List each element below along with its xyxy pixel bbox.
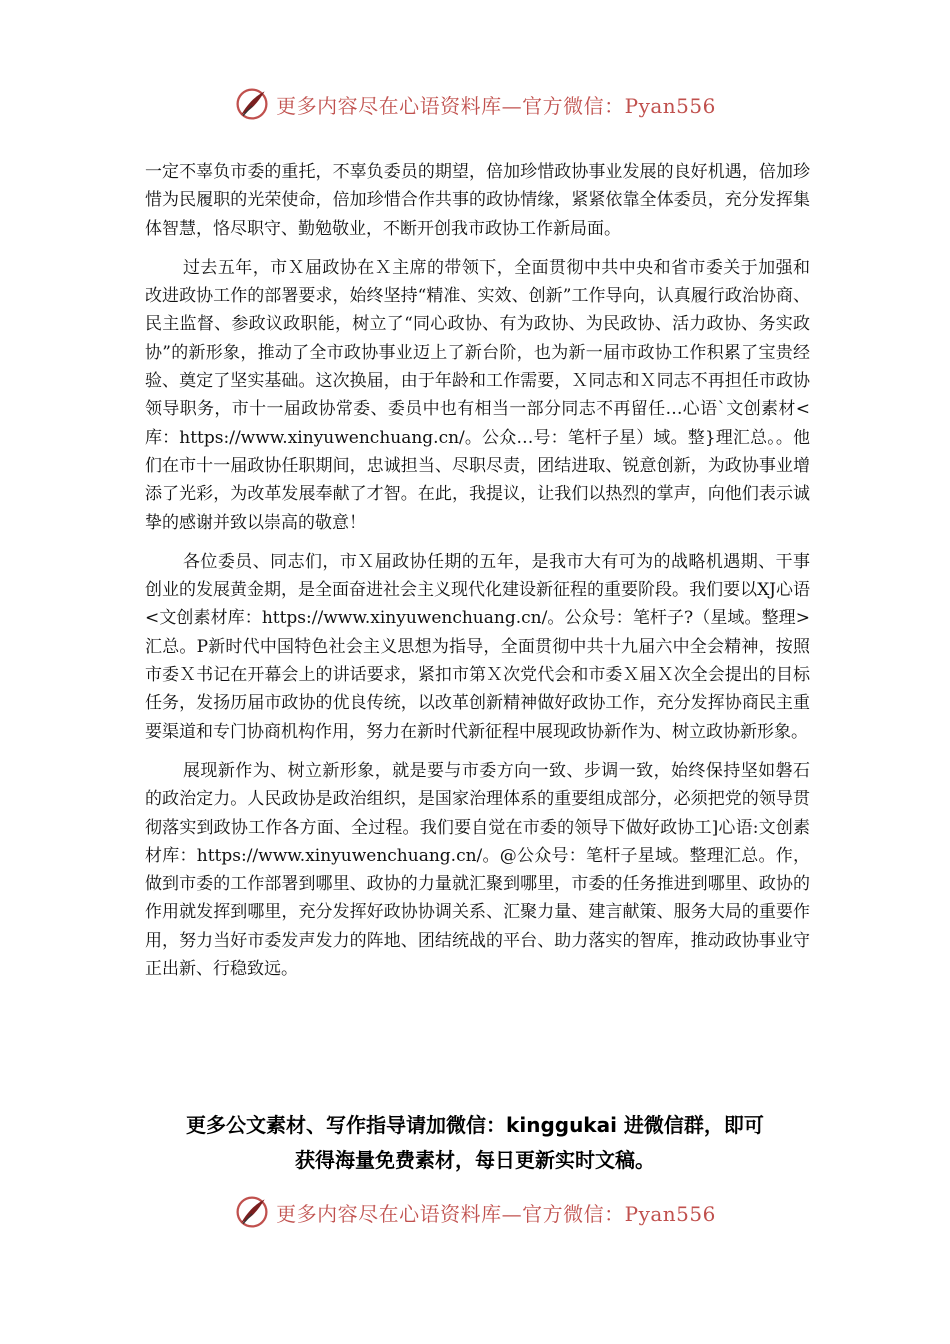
header-banner	[0, 84, 950, 124]
promo-line-1: 更多公文素材、写作指导请加微信：kinggukai 进微信群，即可	[186, 1113, 764, 1137]
document-body	[145, 158, 810, 994]
footer-banner	[0, 1192, 950, 1232]
header-banner-text: 更多内容尽在心语资料库—官方微信：Pyan556	[276, 93, 716, 118]
promo-notice	[100, 1108, 850, 1178]
promo-line-2: 获得海量免费素材，每日更新实时文稿。	[295, 1148, 655, 1172]
footer-banner-text: 更多内容尽在心语资料库—官方微信：Pyan556	[276, 1201, 716, 1226]
paragraph-2: 过去五年，市Ｘ届政协在Ｘ主席的带领下，全面贯彻中共中央和省市委关于加强和改进政协工作的部署要求，始终坚持“精准、实效、创新”工作导向，认真履行政治协商、民主监督、参政议政职能，树立了“同心政协、有为政协、为民政协、活力政协、务实政协”的新形象，推动了全市政协事业迈上了新台阶，也为新一届市政协工作积累了宝贵经验、奠定了坚实基础。这次换届，由于年龄和工作需要，Ｘ同志和Ｘ同志不再担任市政协领导职务，市十一届政协常委、委员中也有相当一部分同志不再留任…心语`文创素材<库：https://www.xinyuwenchuang.cn/。公众…号：笔杆子星）域。整}理汇总。。他们在市十一届政协任职期间，忠诚担当、尽职尽责，团结进取、锐意创新，为政协事业增添了光彩，为改革发展奉献了才智。在此，我提议，让我们以热烈的掌声，向他们表示诚挚的感谢并致以崇高的敬意！	[145, 257, 810, 533]
paragraph-3: 各位委员、同志们，市Ｘ届政协任期的五年，是我市大有可为的战略机遇期、干事创业的发展黄金期，是全面奋进社会主义现代化建设新征程的重要阶段。我们要以XJ心语<文创素材库：https://www.xinyuwenchuang.cn/。公众号：笔杆子?（星域。整理>汇总。P新时代中国特色社会主义思想为指导，全面贯彻中共十九届六中全会精神，按照市委Ｘ书记在开幕会上的讲话要求，紧扣市第Ｘ次党代会和市委Ｘ届Ｘ次全会提出的目标任务，发扬历届市政协的优良传统，以改革创新精神做好政协工作，充分发挥协商民主重要渠道和专门协商机构作用，努力在新时代新征程中展现政协新作为、树立政协新形象。	[145, 551, 810, 742]
feather-pen-logo-icon	[234, 1194, 270, 1230]
feather-pen-logo-icon	[234, 86, 270, 122]
paragraph-4: 展现新作为、树立新形象，就是要与市委方向一致、步调一致，始终保持坚如磐石的政治定力。人民政协是政治组织，是国家治理体系的重要组成部分，必须把党的领导贯彻落实到政协工作各方面、全过程。我们要自觉在市委的领导下做好政协工]心语:文创素材库：https://www.xinyuwenchuang.cn/。@公众号：笔杆子星域。整理汇总。作，做到市委的工作部署到哪里、政协的力量就汇聚到哪里，市委的任务推进到哪里、政协的作用就发挥到哪里，充分发挥好政协协调关系、汇聚力量、建言献策、服务大局的重要作用，努力当好市委发声发力的阵地、团结统战的平台、助力落实的智库，推动政协事业守正出新、行稳致远。	[145, 760, 810, 980]
paragraph-1: 一定不辜负市委的重托，不辜负委员的期望，倍加珍惜政协事业发展的良好机遇，倍加珍惜为民履职的光荣使命，倍加珍惜合作共事的政协情缘，紧紧依靠全体委员，充分发挥集体智慧，恪尽职守、勤勉敬业，不断开创我市政协工作新局面。	[145, 162, 810, 239]
